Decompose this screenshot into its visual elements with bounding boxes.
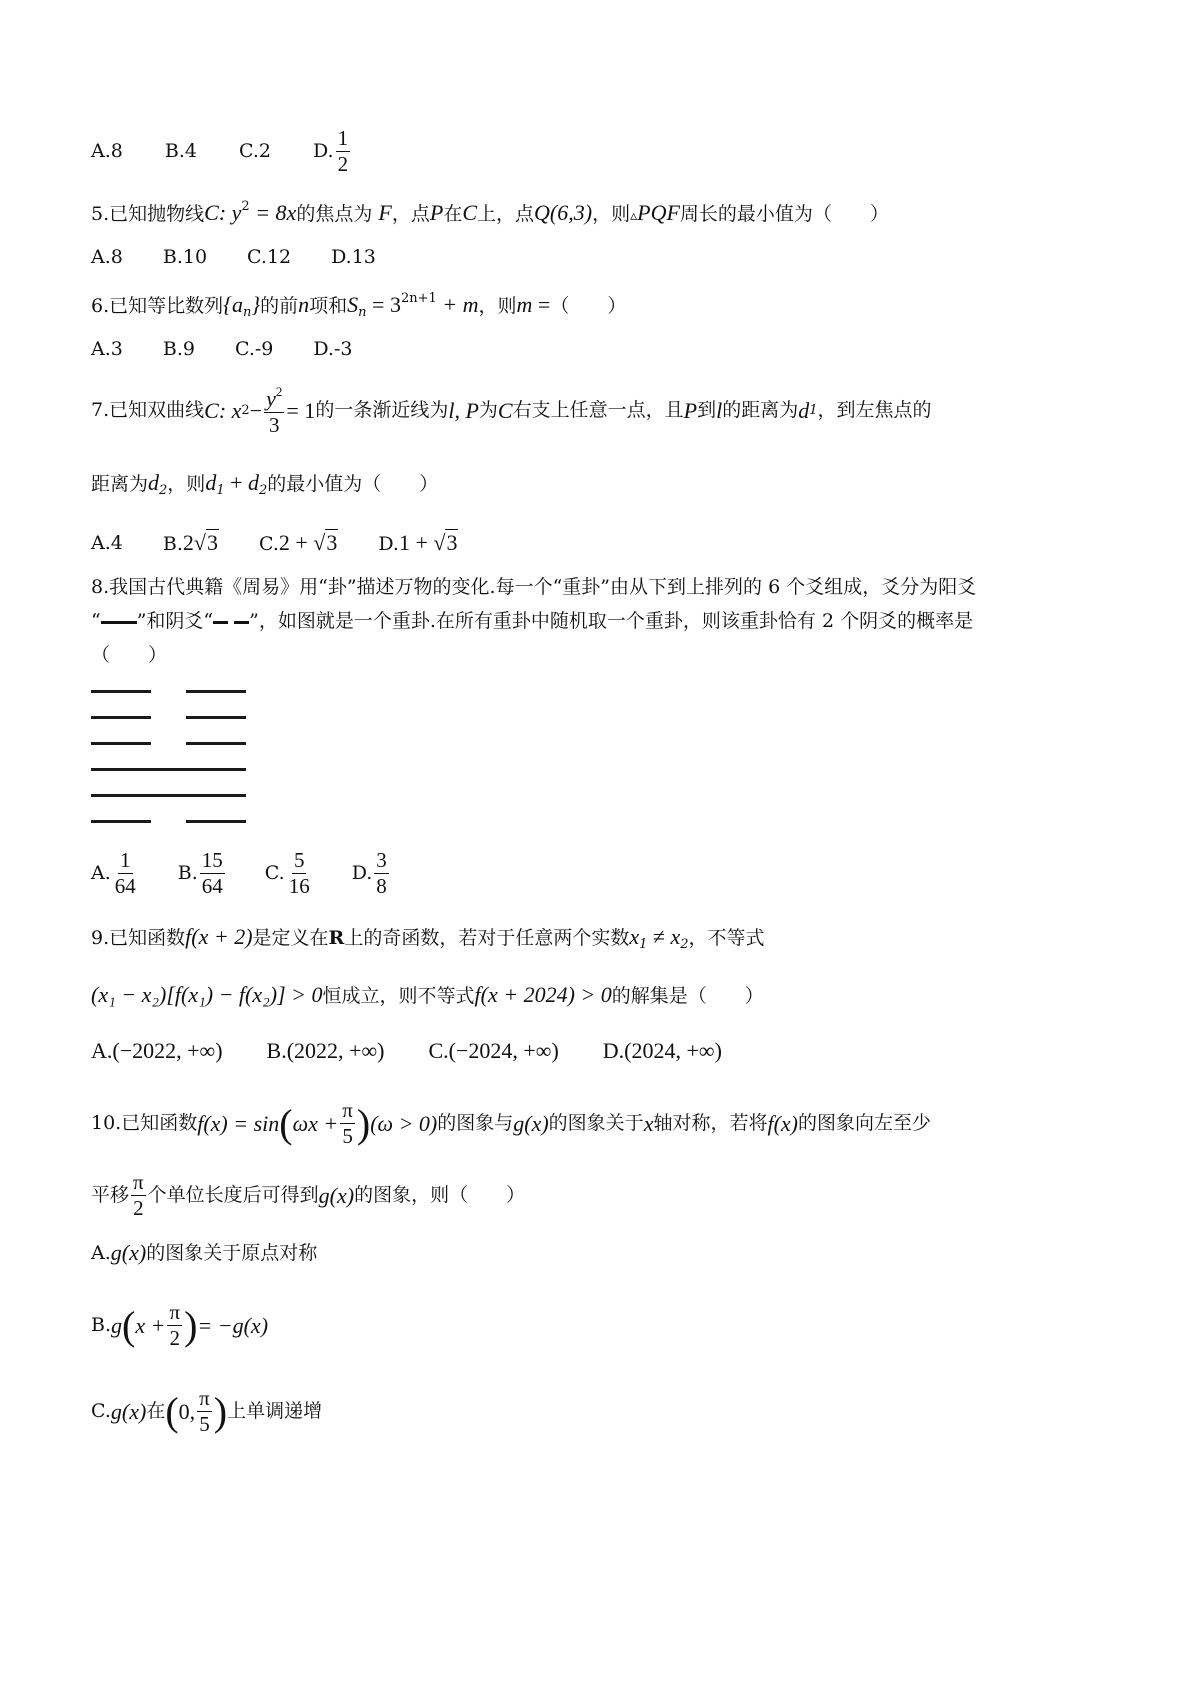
q7-stem-line2: 距离为$d_2$，则$d_1 + d_2$的最小值为（ ） [91,470,439,498]
q4-options [91,128,352,175]
q7-options [91,532,458,554]
q4-option-c: C.2 [238,140,271,162]
q6-options [91,340,352,359]
q9-stem-line2: (x₁ − x₂)[f(x₁) − f(x₂)] > 0恒成立，则不等式f(x + 2024) > 0的解集是（ ） [91,982,764,1007]
q8-option-b: B. $\frac{15}{64}$ [177,848,223,898]
q9-option-d: D.(2024, +∞) [602,1038,722,1063]
q9-option-c: C.(−2024, +∞) [428,1038,559,1063]
q10-option-a: A. g(x) 的图象关于原点对称 [91,1240,318,1265]
q9-option-a: A.(−2022, +∞) [91,1038,223,1063]
q6-option-d: D.-3 [313,338,353,360]
q5-option-c: C.12 [247,246,292,268]
yang-yao-line [91,794,246,797]
q5-option-b: B.10 [162,246,208,268]
q10-option-b: B. g ( x + $\frac{\pi}{2}$ ) = −g(x) [91,1300,269,1350]
yin-yao-segment [186,820,246,823]
q4-option-d: D. $\frac{1}{2}$ [312,126,349,176]
yin-yao-segment [186,690,246,693]
q8-stem-line3: （ ） [91,644,168,666]
yin-yao-segment [186,742,246,745]
yin-yao-symbol [213,621,228,624]
q5-options [91,248,376,267]
q7-option-a: A.4 [91,531,123,554]
q9-option-b: B.(2022, +∞) [266,1038,385,1063]
yin-yao-segment [91,690,151,693]
q4-option-b: B.4 [164,140,197,162]
q8-options [91,850,391,897]
q10-stem-line1: 10.已知函数 f(x) = sin ( ωx + $\frac{\pi}{5}$ ) (ω > 0) 的图象与 g(x) 的图象关于 x 轴对称，若将 f(x) 的图象向左至少 [91,1098,932,1148]
q9-stem-line1: 9.已知函数f(x + 2)是定义在R上的奇函数，若对于任意两个实数$x_1 \ne x_2$，不等式 [91,924,765,952]
q7-option-d: D.1 + √3 [378,530,458,555]
q7-option-c: C.2 + √3 [258,530,338,555]
q5-option-d: D.13 [331,246,376,268]
hexagram-figure [91,688,261,828]
q6-option-c: C.-9 [234,338,274,360]
q6-option-a: A.3 [91,338,123,360]
q8-option-d: D. $\frac{3}{8}$ [351,848,387,898]
q10-option-c: C. g(x) 在 ( 0, $\frac{\pi}{5}$ ) 上单调递增 [91,1386,323,1436]
q7-option-b: B.2√3 [162,530,218,555]
q7-stem-line1: 7.已知双曲线 C : x 2 − $\frac{y^2}{3}$ = 1 的一条渐近线为 l, P 为 C 右支上任意一点，且 P 到 l 的距离为 d 1 ，到左焦点的 [91,384,932,437]
yang-yao-line [91,768,246,771]
q4-option-a: A.8 [91,140,123,162]
q5-stem: 5.已知抛物线C: $y^2 = 8x$的焦点为 F，点P在C上，点Q(6,3)，则▵PQF周长的最小值为（ ） [91,199,889,225]
q8-option-c: C. $\frac{5}{16}$ [264,848,310,898]
yin-yao-segment [91,742,151,745]
q10-stem-line2: 平移 $\frac{\pi}{2}$ 个单位长度后可得到 g(x) 的图象，则（ ） [91,1170,526,1220]
q8-option-a: A. $\frac{1}{64}$ [91,848,136,898]
q6-option-b: B.9 [162,338,195,360]
q9-options [91,1040,722,1062]
q6-stem: 6.已知等比数列$\{a_n\}$的前n项和$S_n = 3^{2n+1} + m$，则m =（ ） [91,291,627,320]
yang-yao-symbol [101,621,137,624]
q8-stem-line1: 8.我国古代典籍《周易》用“卦”描述万物的变化.每一个“重卦”由从下到上排列的 6 个爻组成，爻分为阳爻 [91,576,977,598]
yin-yao-segment [186,716,246,719]
yin-yao-segment [91,820,151,823]
yin-yao-segment [91,716,151,719]
q8-stem-line2: “ ”和阴爻“ ”，如图就是一个重卦.在所有重卦中随机取一个重卦，则该重卦恰有 2 个阴爻的概率是 [91,610,974,632]
q5-option-a: A.8 [91,246,123,268]
